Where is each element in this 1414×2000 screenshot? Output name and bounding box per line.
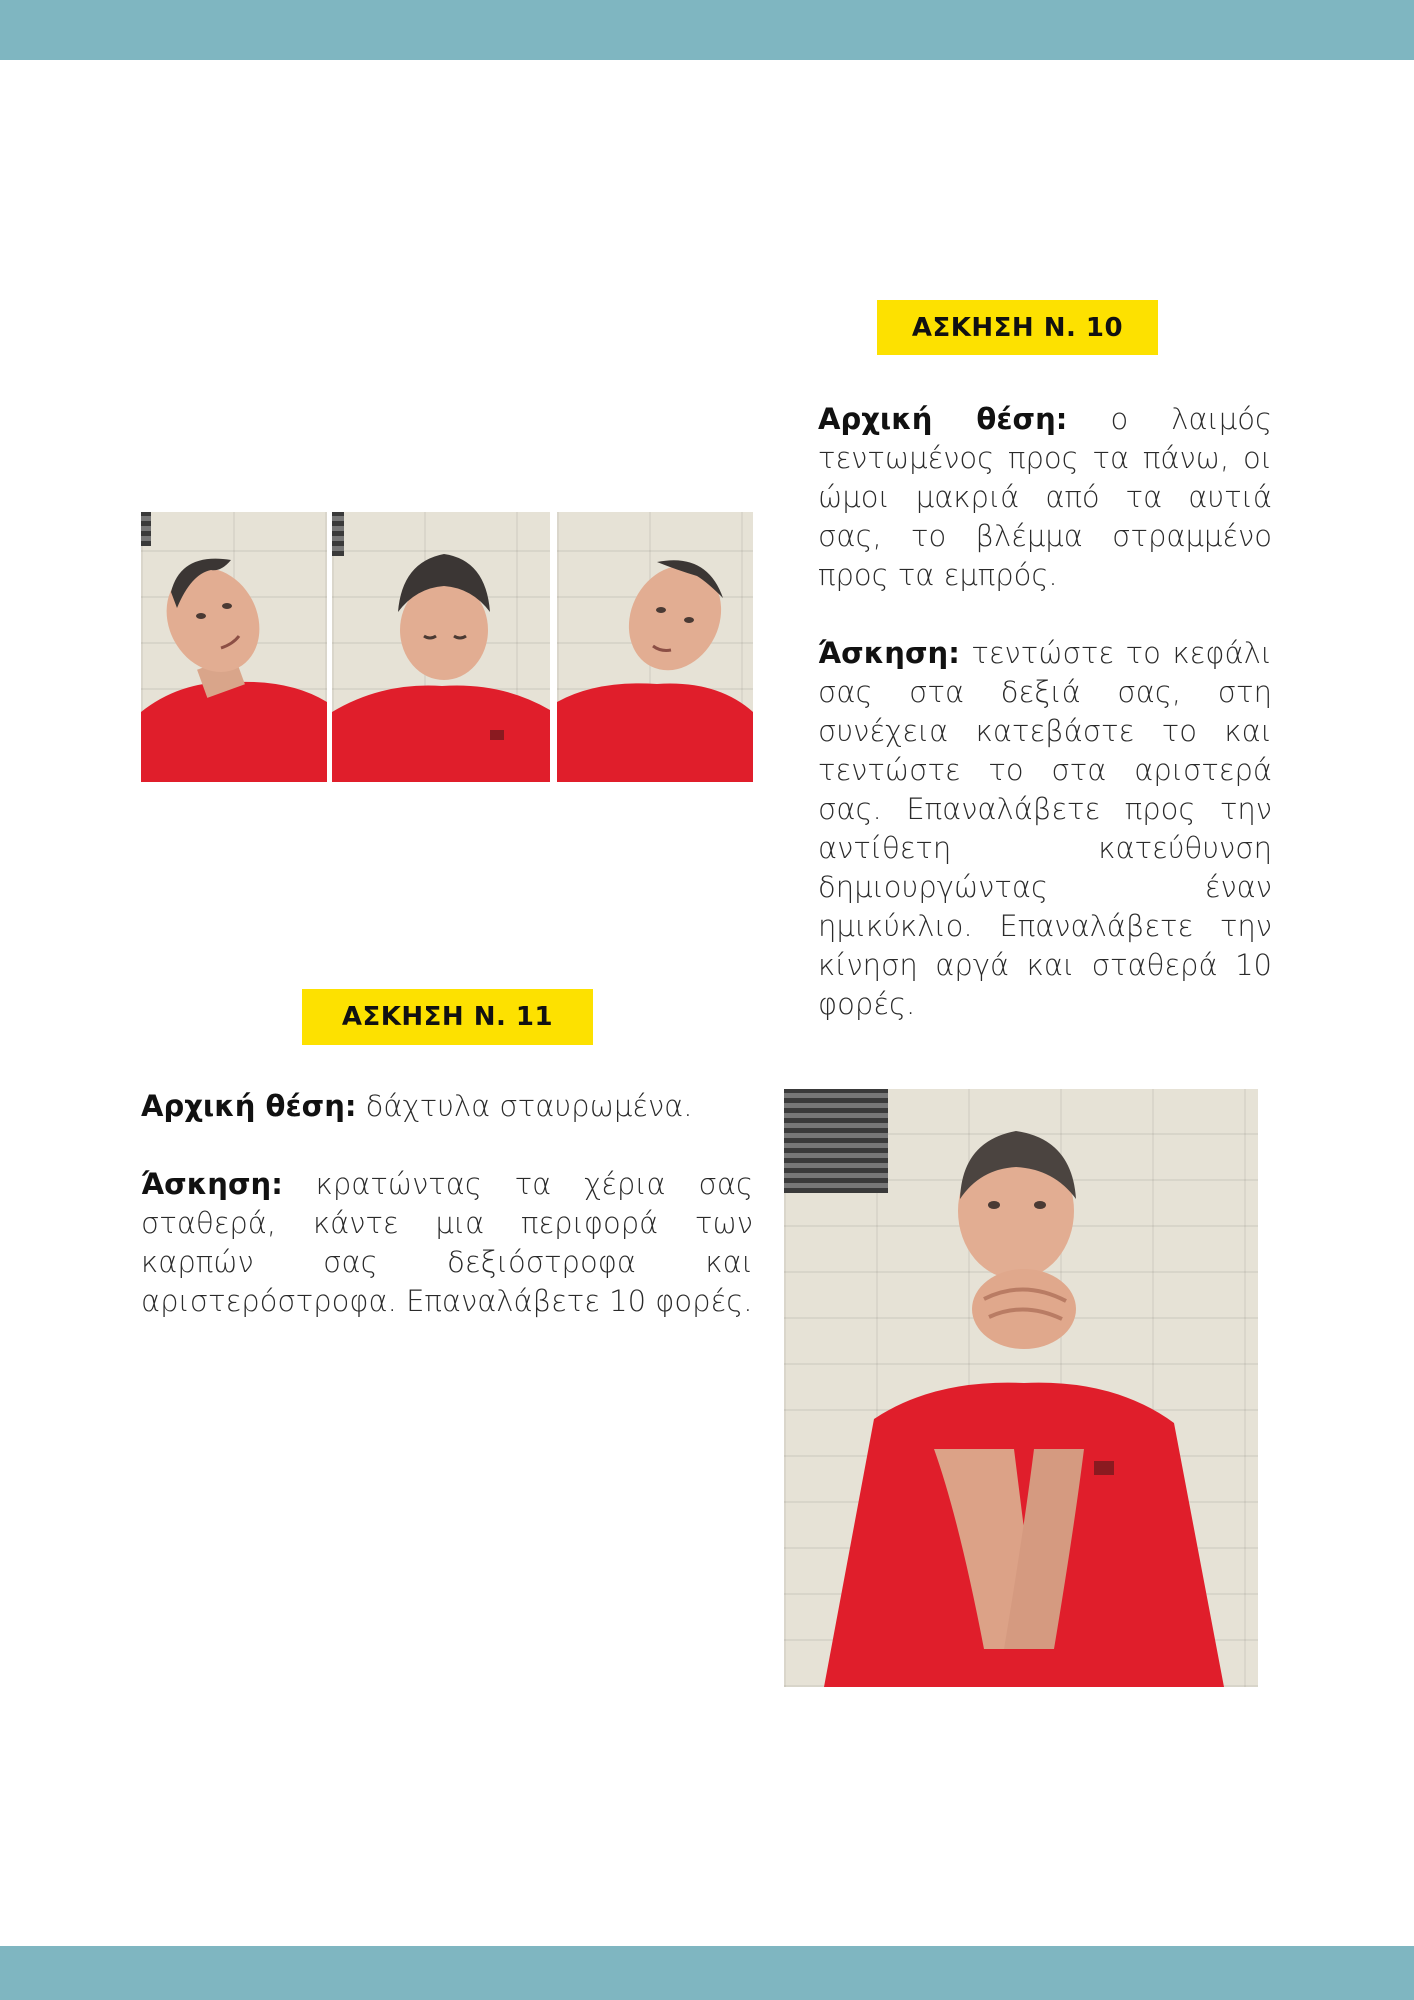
neck-down-photo	[332, 512, 550, 782]
exercise-11-instruction-paragraph	[141, 1165, 753, 1321]
exercise-11-instruction-text: κρατώντας τα χέρια σας σταθερά, κάντε μια περιφορά των καρπών σας δεξιόστροφα και αριστερόστροφα. Επαναλάβετε 10 φορές.	[141, 1167, 753, 1318]
neck-tilt-right-photo	[141, 512, 327, 782]
exercise-11-instruction-label: Άσκηση:	[141, 1167, 283, 1201]
exercise-10-text	[818, 400, 1272, 1024]
man-head-tilt-left-illustration	[557, 512, 753, 782]
neck-tilt-left-photo	[557, 512, 753, 782]
wall-vent	[332, 512, 344, 556]
wall-vent	[141, 512, 151, 546]
exercise-11-start-text: δάχτυλα σταυρωμένα.	[365, 1089, 693, 1123]
exercise-11-start-label: Αρχική θέση:	[141, 1089, 357, 1123]
exercise-11-text	[141, 1087, 753, 1321]
exercise-10-instruction-label: Άσκηση:	[818, 636, 960, 670]
top-band	[0, 0, 1414, 60]
exercise-11-label: ΑΣΚΗΣΗ Ν. 11	[302, 989, 593, 1045]
exercise-11-start-paragraph	[141, 1087, 753, 1126]
exercise-10-label: ΑΣΚΗΣΗ Ν. 10	[877, 300, 1158, 355]
man-head-down-illustration	[332, 512, 550, 782]
exercise-10-instruction-paragraph	[818, 634, 1272, 1024]
wrist-rotation-photo	[784, 1089, 1258, 1687]
exercise-10-start-paragraph	[818, 400, 1272, 595]
bottom-band	[0, 1946, 1414, 2000]
man-head-tilt-illustration	[141, 512, 327, 782]
exercise-10-instruction-text: τεντώστε το κεφάλι σας στα δεξιά σας, στη συνέχεια κατεβάστε το και τεντώστε το στα αριστερά σας. Επαναλάβετε προς την αντίθετη κατεύθυνση δημιουργώντας έναν ημικύκλιο. Επαναλάβετε την κίνηση αργά και σταθερά 10 φορές.	[818, 636, 1272, 1021]
exercise-10-start-label: Αρχική θέση:	[818, 402, 1068, 436]
wall-vent	[784, 1089, 888, 1193]
exercise-10-start-text: ο λαιμός τεντωμένος προς τα πάνω, οι ώμοι μακριά από τα αυτιά σας, το βλέμμα στραμμένο προς τα εμπρός.	[818, 402, 1272, 592]
